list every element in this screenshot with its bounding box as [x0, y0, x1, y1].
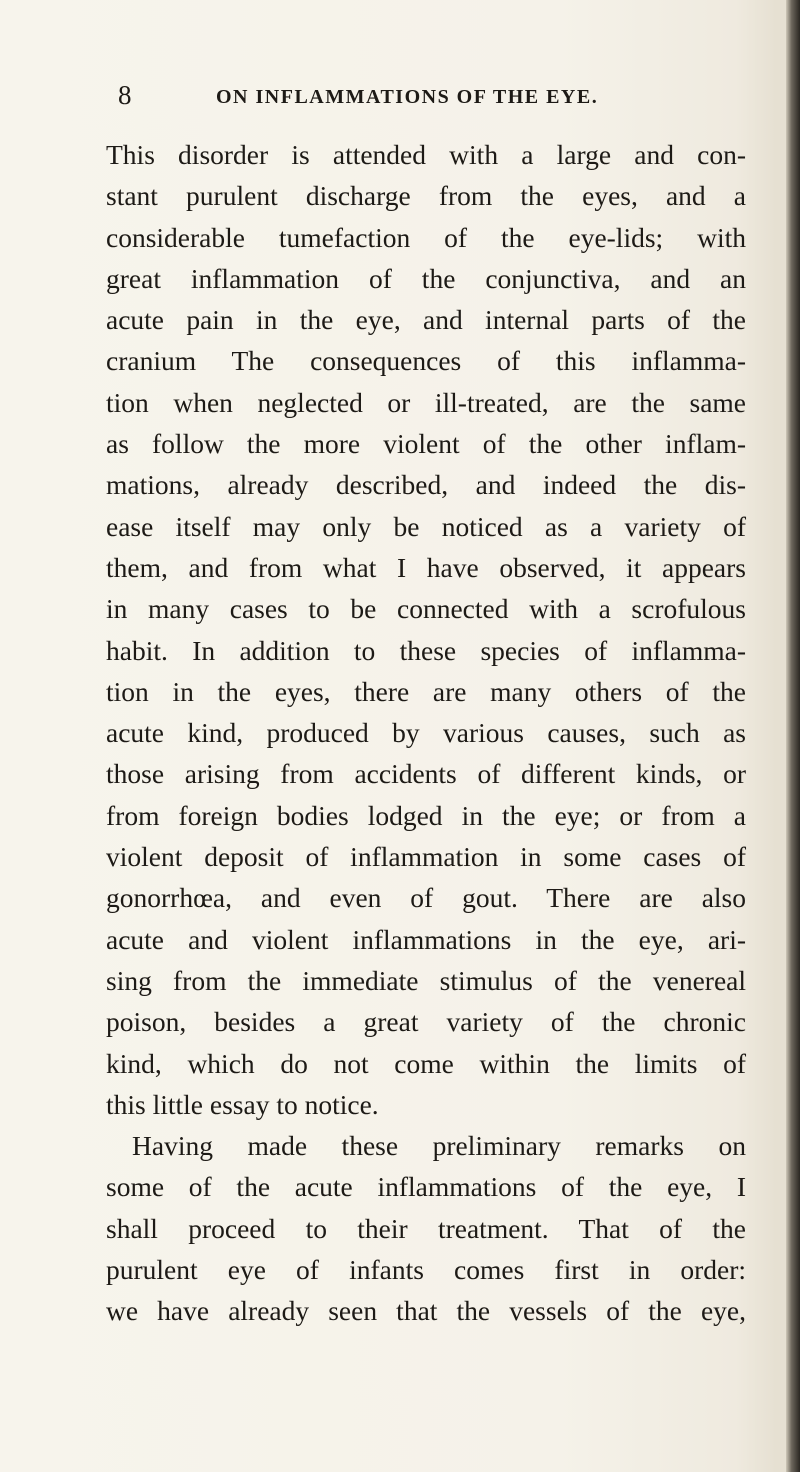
- text-line: some of the acute inflammations of the eye, I: [106, 1171, 746, 1203]
- text-line: purulent eye of infants comes first in order:: [106, 1254, 746, 1286]
- body-text: [106, 134, 746, 1332]
- text-line: acute pain in the eye, and internal parts of the: [106, 304, 746, 336]
- text-line: in many cases to be connected with a scrofulous: [106, 593, 746, 625]
- text-line: stant purulent discharge from the eyes, and a: [106, 180, 746, 212]
- text-line: mations, already described, and indeed the dis-: [106, 469, 746, 501]
- text-line: sing from the immediate stimulus of the venereal: [106, 964, 746, 996]
- text-line: as follow the more violent of the other inflam-: [106, 428, 746, 460]
- text-line: this little essay to notice.: [106, 1088, 379, 1120]
- binding-gutter: [786, 0, 800, 1472]
- text-line: poison, besides a great variety of the chronic: [106, 1006, 746, 1038]
- text-line: cranium The consequences of this inflamma-: [106, 345, 746, 377]
- text-line: shall proceed to their treatment. That of the: [106, 1212, 746, 1244]
- text-line: them, and from what I have observed, it appears: [106, 551, 746, 583]
- running-head: ON INFLAMMATIONS OF THE EYE.: [216, 86, 599, 108]
- text-line: acute and violent inflammations in the eye, ari-: [106, 923, 746, 955]
- page-number: 8: [118, 80, 132, 110]
- text-line: tion when neglected or ill-treated, are the same: [106, 386, 746, 418]
- text-line: acute kind, produced by various causes, such as: [106, 717, 746, 749]
- text-line: ease itself may only be noticed as a variety of: [106, 510, 746, 542]
- text-line: violent deposit of inflammation in some cases of: [106, 841, 746, 873]
- text-line: great inflammation of the conjunctiva, and an: [106, 262, 746, 294]
- text-line: habit. In addition to these species of inflamma-: [106, 634, 746, 666]
- text-line: tion in the eyes, there are many others of the: [106, 675, 746, 707]
- text-line: considerable tumefaction of the eye-lids; with: [106, 221, 746, 253]
- text-line: those arising from accidents of different kinds, or: [106, 758, 746, 790]
- text-line: This disorder is attended with a large and con-: [106, 139, 746, 170]
- text-line: gonorrhœa, and even of gout. There are also: [106, 882, 746, 914]
- paragraph-first-line: Having made these preliminary remarks on: [132, 1130, 746, 1162]
- text-line: from foreign bodies lodged in the eye; or from a: [106, 799, 746, 831]
- text-line: kind, which do not come within the limits of: [106, 1047, 746, 1079]
- page-header: [118, 78, 738, 114]
- text-line: we have already seen that the vessels of the eye,: [106, 1295, 746, 1327]
